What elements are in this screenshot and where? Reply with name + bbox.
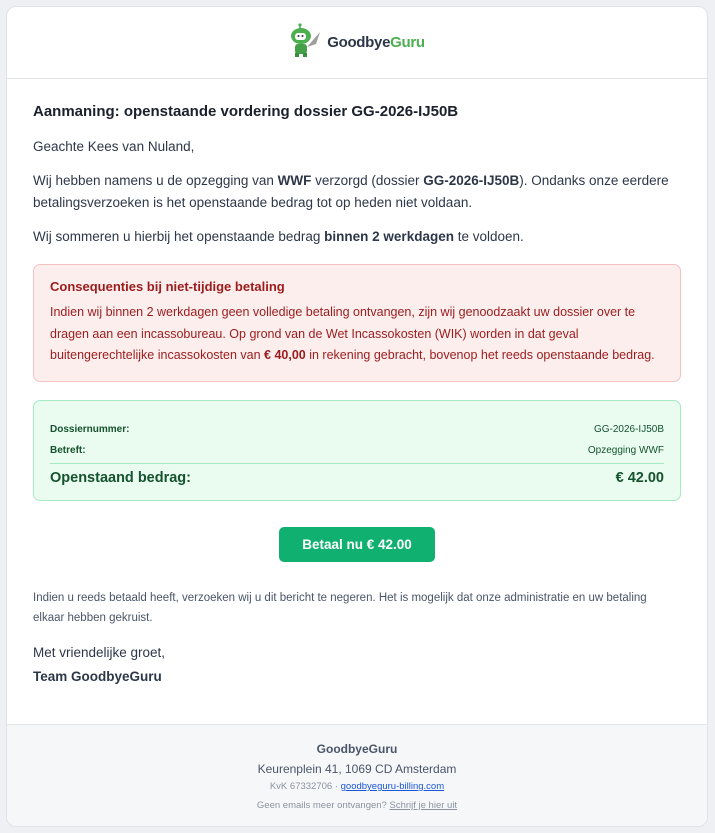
closing: Met vriendelijke groet, bbox=[33, 644, 166, 660]
footer-company: GoodbyeGuru bbox=[316, 742, 398, 756]
email-title: Aanmaning: openstaande vordering dossier GG-2026-IJ50B bbox=[33, 103, 459, 120]
website-link[interactable]: goodbyeguru-billing.com bbox=[340, 781, 445, 792]
intro-paragraph: Wij hebben namens u de opzegging van WWF verzorgd (dossier GG-2026-IJ50B). Ondanks onze eerdere betalingsverzoeken is het openstaande bedrag tot op heden niet voldaan. bbox=[33, 173, 669, 210]
demand-paragraph: Wij sommeren u hierbij het openstaande bedrag binnen 2 werkdagen te voldoen. bbox=[33, 229, 524, 244]
total-value: € 42.00 bbox=[615, 469, 664, 486]
brand-logo-text: GoodbyeGuru bbox=[327, 34, 425, 51]
warning-box bbox=[33, 264, 681, 382]
greeting: Geachte Kees van Nuland, bbox=[33, 139, 195, 154]
unsubscribe-link[interactable]: Schrijf je hier uit bbox=[389, 800, 458, 811]
total-row bbox=[50, 463, 664, 486]
warning-text: Indien wij binnen 2 werkdagen geen volledige betaling ontvangen, zijn wij genoodzaakt uw dossier over te dragen aan een incassobureau. Op grond van de Wet Incassokosten (WIK) worden in dat geval buitengerechtelijke incassokosten van € 40,00 in rekening gebracht, bovenop het reeds openstaande bedrag. bbox=[50, 305, 655, 362]
row-label: Dossiernummer: bbox=[50, 423, 130, 435]
total-label: Openstaand bedrag: bbox=[50, 469, 191, 486]
row-value: GG-2026-IJ50B bbox=[593, 423, 664, 435]
already-paid-note: Indien u reeds betaald heeft, verzoeken wij u dit bericht te negeren. Het is mogelijk dat onze administratie en uw betaling elkaar hebben gekruist. bbox=[33, 591, 647, 624]
email-header bbox=[7, 7, 707, 79]
footer-kvk: KvK 67332706 · goodbyeguru-billing.com bbox=[269, 781, 445, 792]
warning-title: Consequenties bij niet-tijdige betaling bbox=[50, 279, 285, 294]
row-label: Betreft: bbox=[50, 444, 86, 456]
summary-row bbox=[50, 440, 664, 461]
robot-logo-icon bbox=[289, 23, 323, 62]
email-body bbox=[7, 79, 707, 688]
summary-box bbox=[33, 400, 681, 501]
summary-row bbox=[50, 419, 664, 440]
signature: Team GoodbyeGuru bbox=[33, 668, 162, 684]
footer-address: Keurenplein 41, 1069 CD Amsterdam bbox=[257, 762, 457, 776]
row-value: Opzegging WWF bbox=[587, 444, 664, 456]
email-footer bbox=[7, 724, 707, 826]
pay-now-button[interactable]: Betaal nu € 42.00 bbox=[279, 527, 435, 562]
footer-unsubscribe: Geen emails meer ontvangen? Schrijf je hier uit bbox=[256, 800, 458, 811]
email-card bbox=[6, 6, 708, 827]
